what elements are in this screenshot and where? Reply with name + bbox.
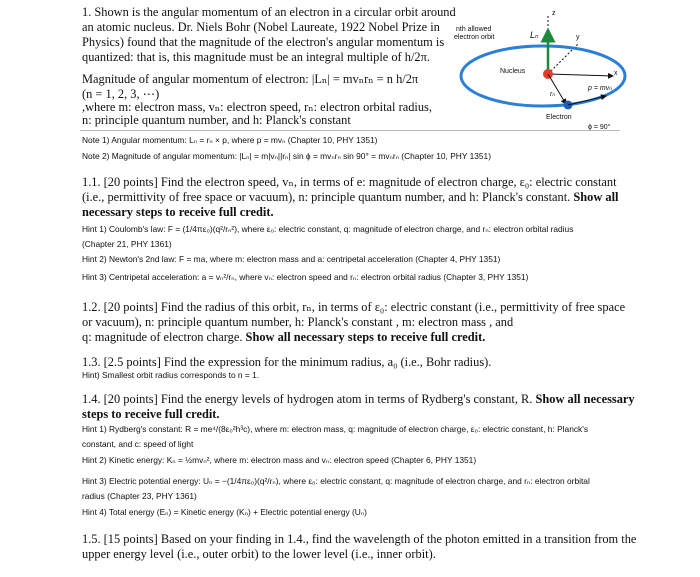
x-axis xyxy=(548,74,613,76)
q1-2-line-2: or vacuum), n: principle quantum number, h: Planck's constant , m: electron mass , and xyxy=(82,315,514,329)
momentum-vector xyxy=(568,96,606,105)
q1-1-line-2-text: (i.e., permittivity of free space or vacuum), n: principle quantum number, and h: Planck's constant. xyxy=(82,190,574,204)
q1-1-line-3: necessary steps to receive full credit. xyxy=(82,205,274,219)
label-electron: Electron xyxy=(546,114,572,121)
q1-5-line-1: 1.5. [15 points] Based on your finding in 1.4., find the wavelength of the photon emitted in a transition from the xyxy=(82,532,637,546)
q1-4-hint-3-cont: radius (Chapter 23, PHY 1361) xyxy=(82,491,197,501)
label-allowed-orbit-1: nth allowed xyxy=(456,26,492,33)
label-radius: rₙ xyxy=(550,91,556,98)
note-1: Note 1) Angular momentum: Lₙ = rₙ × p, where p = mvₙ (Chapter 10, PHY 1351) xyxy=(82,135,378,145)
intro-line-3: Physics) found that the magnitude of the electron's angular momentum is xyxy=(82,35,445,49)
where-line-1: ,where m: electron mass, vₙ: electron speed, rₙ: electron orbital radius, xyxy=(82,100,432,114)
q1-1-line-2 xyxy=(82,190,618,205)
q1-4-hint-1-cont: constant, and c: speed of light xyxy=(82,439,194,449)
q1-1-line-2-bold: Show all xyxy=(573,190,619,204)
angular-momentum-equation: Magnitude of angular momentum of electron: |Lₙ| = mvₙrₙ = n h/2π xyxy=(82,72,419,86)
label-L: Lₙ xyxy=(530,30,539,40)
label-phi: ϕ = 90° xyxy=(588,124,611,131)
q1-4-line-1-bold: Show all necessary xyxy=(535,392,635,406)
intro-line-1: 1. Shown is the angular momentum of an electron in a circular orbit around xyxy=(82,5,456,19)
q1-2-line-1: 1.2. [20 points] Find the radius of this orbit, rₙ, in terms of ε₀: electric constant (i.e., permittivity of free space xyxy=(82,300,626,314)
q1-4-hint-1: Hint 1) Rydberg's constant: R = me⁴/(8ε₀²h³c), where m: electron mass, q: magnitude of electron charge, ε₀: electric constant, h: Planck's xyxy=(82,424,589,434)
radius-vector xyxy=(548,74,566,104)
q1-4-line-1-text: 1.4. [20 points] Find the energy levels of hydrogen atom in terms of Rydberg's constant, R. xyxy=(82,392,536,406)
intro-line-4: quantized: that is, this magnitude must be an integral multiple of h/2π. xyxy=(82,50,430,64)
q1-1-hint-1-ref: (Chapter 21, PHY 1361) xyxy=(82,239,172,249)
q1-4-hint-4: Hint 4) Total energy (Eₙ) = Kinetic energy (Kₙ) + Electric potential energy (Uₙ) xyxy=(82,507,367,517)
label-nucleus: Nucleus xyxy=(500,68,526,75)
q1-4-hint-3: Hint 3) Electric potential energy: Uₙ = −(1/4πε₀)(q²/rₙ), where ε₀: electric constant, q: magnitude of electron charge, and rₙ: electron orbital xyxy=(82,476,590,486)
q1-4-hint-2: Hint 2) Kinetic energy: Kₙ = ½mvₙ², where m: electron mass and vₙ: electron speed (Chapter 6, PHY 1351) xyxy=(82,455,477,465)
note-2: Note 2) Magnitude of angular momentum: |Lₙ| = m|vₙ||rₙ| sin ϕ = mvₙrₙ sin 90° = mvₙrₙ (Chapter 10, PHY 1351) xyxy=(82,151,492,161)
q1-4-line-1 xyxy=(82,392,635,407)
label-allowed-orbit-2: electron orbit xyxy=(454,34,495,41)
label-x: x xyxy=(614,70,618,77)
q1-2-line-3-text: q: magnitude of electron charge. xyxy=(82,330,246,344)
label-z: z xyxy=(552,10,556,17)
q1-1-line-1: 1.1. [20 points] Find the electron speed, vₙ, in terms of e: magnitude of electron charge, ε₀: electric constant xyxy=(82,175,617,189)
q1-3-line-1: 1.3. [2.5 points] Find the expression for the minimum radius, a₀ (i.e., Bohr radius). xyxy=(82,355,492,369)
intro-line-2: an atomic nucleus. Dr. Niels Bohr (Nobel Laureate, 1922 Nobel Prize in xyxy=(82,20,440,34)
label-y: y xyxy=(576,34,580,41)
orbit-figure xyxy=(448,4,628,144)
bohr-orbit-diagram xyxy=(448,4,628,144)
q1-1-hint-2: Hint 2) Newton's 2nd law: F = ma, where m: electron mass and a: centripetal acceleration (Chapter 4, PHY 1351) xyxy=(82,254,501,264)
quantum-number-values: (n = 1, 2, 3, ⋯) xyxy=(82,87,160,101)
q1-2-line-3 xyxy=(82,330,485,345)
q1-1-hint-3: Hint 3) Centripetal acceleration: a = vₙ²/rₙ, where vₙ: electron speed and rₙ: electron orbital radius (Chapter 3, PHY 1351) xyxy=(82,272,529,282)
q1-2-line-3-bold: Show all necessary steps to receive full credit. xyxy=(245,330,486,344)
where-line-2: n: principle quantum number, and h: Planck's constant xyxy=(82,113,351,127)
q1-5-line-2: upper energy level (i.e., outer orbit) to the lower level (i.e., inner orbit). xyxy=(82,547,436,561)
q1-3-hint: Hint) Smallest orbit radius corresponds to n = 1. xyxy=(82,370,260,380)
label-momentum: p = mvₙ xyxy=(588,85,612,92)
q1-1-hint-1: Hint 1) Coulomb's law: F = (1/4πε₀)(q²/rₙ²), where ε₀: electric constant, q: magnitude of electron charge, and rₙ: electron orbital radius xyxy=(82,224,574,234)
q1-4-line-2: steps to receive full credit. xyxy=(82,407,220,421)
